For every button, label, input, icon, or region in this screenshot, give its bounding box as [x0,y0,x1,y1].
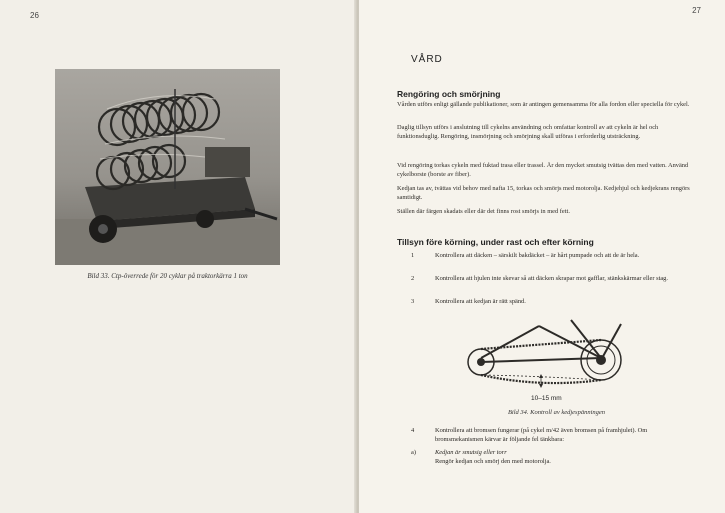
heading-inspection: Tillsyn före körning, under rast och efter körning [397,237,594,247]
list-item-number: 4 [411,427,415,434]
sub-item-title: Kedjan är smutsig eller torr [435,449,507,456]
page-number-left: 26 [30,11,39,20]
section-title: VÅRD [411,54,443,65]
page-number-right: 27 [692,6,701,15]
sub-item-text: Rengör kedjan och smörj den med motorolja. [435,457,551,465]
list-item-number: 2 [411,275,415,282]
heading-cleaning: Rengöring och smörjning [397,89,501,99]
list-item-number: 3 [411,298,415,305]
paragraph-2: Daglig tillsyn utförs i anslutning till cykelns användning och omfattar kontroll av att cykeln är hel och funktionsduglig. Rengöring, insmörjning och smörjning skall utföras i erforderlig utsträckning. [397,124,659,140]
list-item-text: Kontrollera att hjulen inte skevar så att däcken skrapar mot gafflar, stänkskärmar eller stag. [435,275,668,282]
sub-item-letter: a) [411,449,416,456]
figure-caption-left: Bild 33. Ctp-överrede för 20 cyklar på traktorkärra 1 ton [87,272,248,280]
list-item-text: Kontrollera att däcken – särskilt bakdäcket – är hårt pumpade och att de är hela. [435,252,640,259]
chain-tension-diagram [451,316,651,404]
paragraph-5: Ställen där färgen skadats eller där det finns rost smörjs in med fett. [397,208,570,215]
paragraph-4: Kedjan tas av, tvättas vid behov med nafta 15, torkas och smörjs med motorolja. Kedjehjul och kedjekrans rengörs samtidigt. [397,185,690,201]
measurement-label: 10–15 mm [531,395,562,402]
right-page [359,0,725,513]
list-item-number: 1 [411,252,415,259]
list-item-text: Kontrollera att kedjan är rätt spänd. [435,298,526,305]
paragraph-1: Vården utförs enligt gällande publikationer, som är antingen gemensamma för alla fordon eller speciella för cykel. [397,101,690,108]
left-page [0,0,357,513]
paragraph-3: Vid rengöring torkas cykeln med fuktad trasa eller trassel. Är den mycket smutsig tvättas den med vatten. Använd cykelborste (borste av fiber). [397,162,689,178]
sub-item-body [435,449,697,466]
list-item-text: Kontrollera att bromsen fungerar (på cykel m/42 även bromsen på framhjulet). Om bromsmekanismen kärvar är följande fel tänkbara: [435,427,648,443]
bicycle-trailer-photo [55,69,280,265]
figure-caption-right: Bild 34. Kontroll av kedjespänningen [507,409,606,416]
